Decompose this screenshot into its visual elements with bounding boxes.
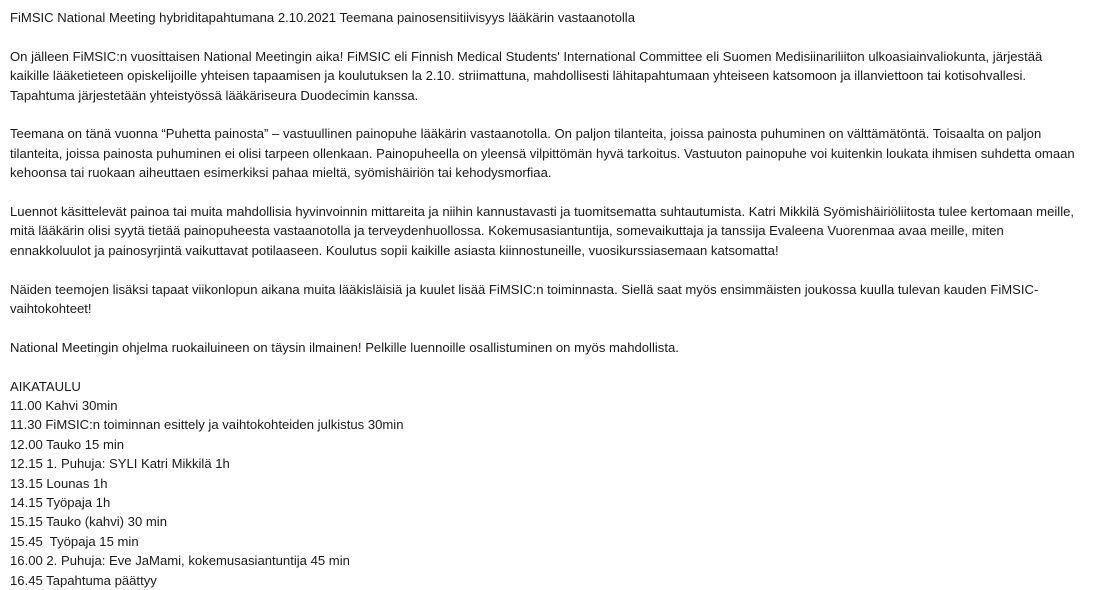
schedule-item: 12.15 1. Puhuja: SYLI Katri Mikkilä 1h	[10, 456, 230, 472]
document-title: FiMSIC National Meeting hybriditapahtumana 2.10.2021 Teemana painosensitiivisyys lääkärin vastaanotolla	[10, 10, 635, 25]
schedule-item: 15.45 Työpaja 15 min	[10, 533, 139, 549]
document-body	[10, 8, 1080, 590]
paragraph-theme: Teemana on tänä vuonna “Puhetta painosta” – vastuullinen painopuhe lääkärin vastaanotolla. On paljon tilanteita, joissa painosta puhuminen on välttämätöntä. Toisaalta on paljon tilanteita, joissa painosta puhuminen ei olisi tarpeen ollenkaan. Painopuheella on yleensä vilpittömän hyvä tarkoitus. Vastuuton painopuhe voi kuitenkin loukata ihmisen suhdetta omaan kehoonsa tai ruokaan aiheuttaen esimerkiksi pahaa mieltä, syömishäiriön tai kehodysmorfiaa.	[10, 126, 1075, 181]
schedule-heading: AIKATAULU	[10, 378, 81, 394]
schedule-item: 16.45 Tapahtuma päättyy	[10, 572, 157, 588]
paragraph-free: National Meetingin ohjelma ruokailuineen on täysin ilmainen! Pelkille luennoille osallistuminen on myös mahdollista.	[10, 339, 679, 355]
schedule-section	[10, 377, 1080, 590]
schedule-item: 11.30 FiMSIC:n toiminnan esittely ja vaihtokohteiden julkistus 30min	[10, 417, 404, 433]
schedule-item: 14.15 Työpaja 1h	[10, 495, 111, 511]
schedule-list	[10, 396, 1080, 590]
paragraph-lectures: Luennot käsittelevät painoa tai muita mahdollisia hyvinvoinnin mittareita ja niihin kannustavasti ja tuomitsematta suhtautumista. Katri Mikkilä Syömishäiriöliitosta tulee kertomaan meille, mitä lääkärin olisi syytä tietää painopuheesta vastaanotolla ja terveydenhuollossa. Kokemusasiantuntija, somevaikuttaja ja tanssija Evaleena Vuorenmaa avaa meille, miten ennakkoluulot ja painosyrjintä vaikuttavat potilaaseen. Koulutus sopii kaikille asiasta kiinnostuneille, vuosikurssiasemaan katsomatta!	[10, 204, 1075, 258]
paragraph-extras: Näiden teemojen lisäksi tapaat viikonlopun aikana muita lääkisläisiä ja kuulet lisää FiMSIC:n toiminnasta. Siellä saat myös ensimmäisten joukossa kuulla tulevan kauden FiMSIC-vaihtokohteet!	[10, 281, 1039, 317]
schedule-item: 16.00 2. Puhuja: Eve JaMami, kokemusasiantuntija 45 min	[10, 553, 350, 569]
schedule-item: 12.00 Tauko 15 min	[10, 436, 125, 452]
schedule-item: 15.15 Tauko (kahvi) 30 min	[10, 514, 167, 530]
schedule-item: 13.15 Lounas 1h	[10, 475, 108, 491]
schedule-item: 11.00 Kahvi 30min	[10, 398, 118, 414]
paragraph-intro: On jälleen FiMSIC:n vuosittaisen National Meetingin aika! FiMSIC eli Finnish Medical Students' International Committee eli Suomen Medisiinariliiton ulkoasiainvaliokunta, järjestää kaikille lääketieteen opiskelijoille yhteisen tapaamisen ja koulutuksen la 2.10. striimattuna, mahdollisesti lähitapahtumaan yhteiseen katsomoon ja illanviettoon tai kotisohvallesi. Tapahtuma järjestetään yhteistyössä lääkäriseura Duodecimin kanssa.	[10, 48, 1043, 103]
